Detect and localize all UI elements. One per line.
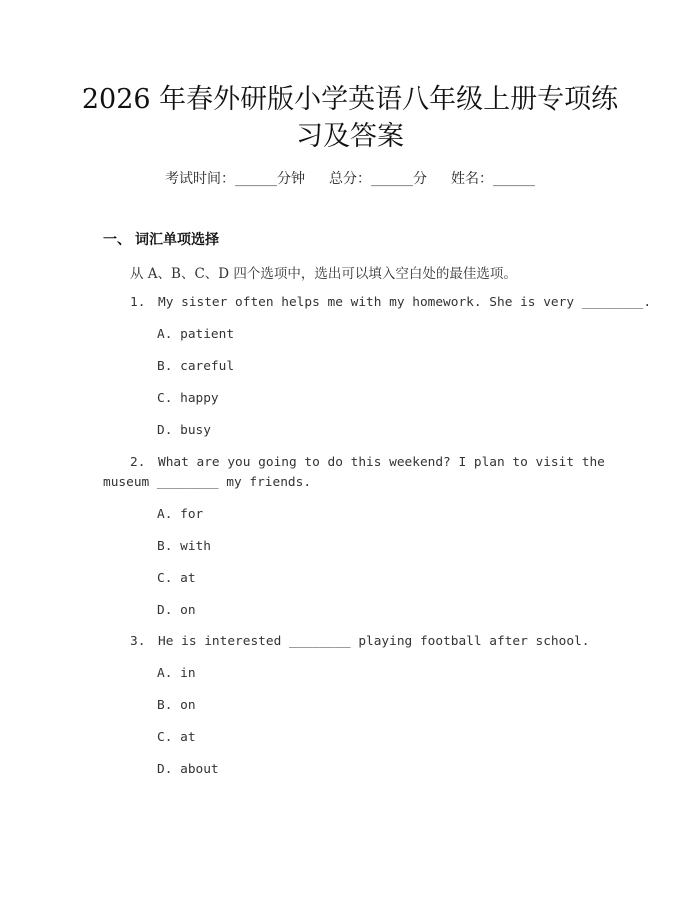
question-1-number: 1. bbox=[130, 295, 146, 310]
question-3-number: 3. bbox=[130, 634, 146, 649]
question-1-option-a: A. patient bbox=[157, 327, 235, 342]
question-2-option-c: C. at bbox=[157, 571, 196, 586]
document-title-line-1: 2026 年春外研版小学英语八年级上册专项练 bbox=[81, 84, 619, 115]
question-1-text: My sister often helps me with my homework. She is very ________. bbox=[158, 295, 652, 310]
question-3-option-b: B. on bbox=[157, 698, 196, 713]
document-title-line-2: 习及答案 bbox=[296, 121, 404, 152]
question-1-option-b: B. careful bbox=[157, 359, 235, 374]
section-heading bbox=[103, 229, 219, 249]
section-instruction: 从 A、B、C、D 四个选项中，选出可以填入空白处的最佳选项。 bbox=[130, 266, 517, 282]
question-3-stem bbox=[130, 634, 589, 649]
question-2-option-d: D. on bbox=[157, 603, 196, 618]
question-1-option-c: C. happy bbox=[157, 391, 219, 406]
question-2-stem-continued: museum ________ my friends. bbox=[103, 475, 312, 490]
question-1-option-d: D. busy bbox=[157, 423, 211, 438]
question-3-option-a: A. in bbox=[157, 666, 196, 681]
question-3-option-c: C. at bbox=[157, 730, 196, 745]
section-title: 词汇单项选择 bbox=[135, 232, 219, 248]
question-2-text: What are you going to do this weekend? I plan to visit the bbox=[158, 455, 605, 470]
question-2-number: 2. bbox=[130, 455, 146, 470]
question-2-option-b: B. with bbox=[157, 539, 211, 554]
exam-meta bbox=[0, 168, 700, 188]
question-1-stem bbox=[130, 295, 651, 310]
total-score-field: 总分：______分 bbox=[329, 171, 427, 187]
section-number: 一、 bbox=[103, 232, 131, 248]
question-2-option-a: A. for bbox=[157, 507, 204, 522]
question-3-option-d: D. about bbox=[157, 762, 219, 777]
question-3-text: He is interested ________ playing football after school. bbox=[158, 634, 590, 649]
student-name-field: 姓名：______ bbox=[451, 171, 535, 187]
question-2-stem bbox=[130, 455, 605, 470]
exam-time-field: 考试时间：______分钟 bbox=[165, 171, 305, 187]
